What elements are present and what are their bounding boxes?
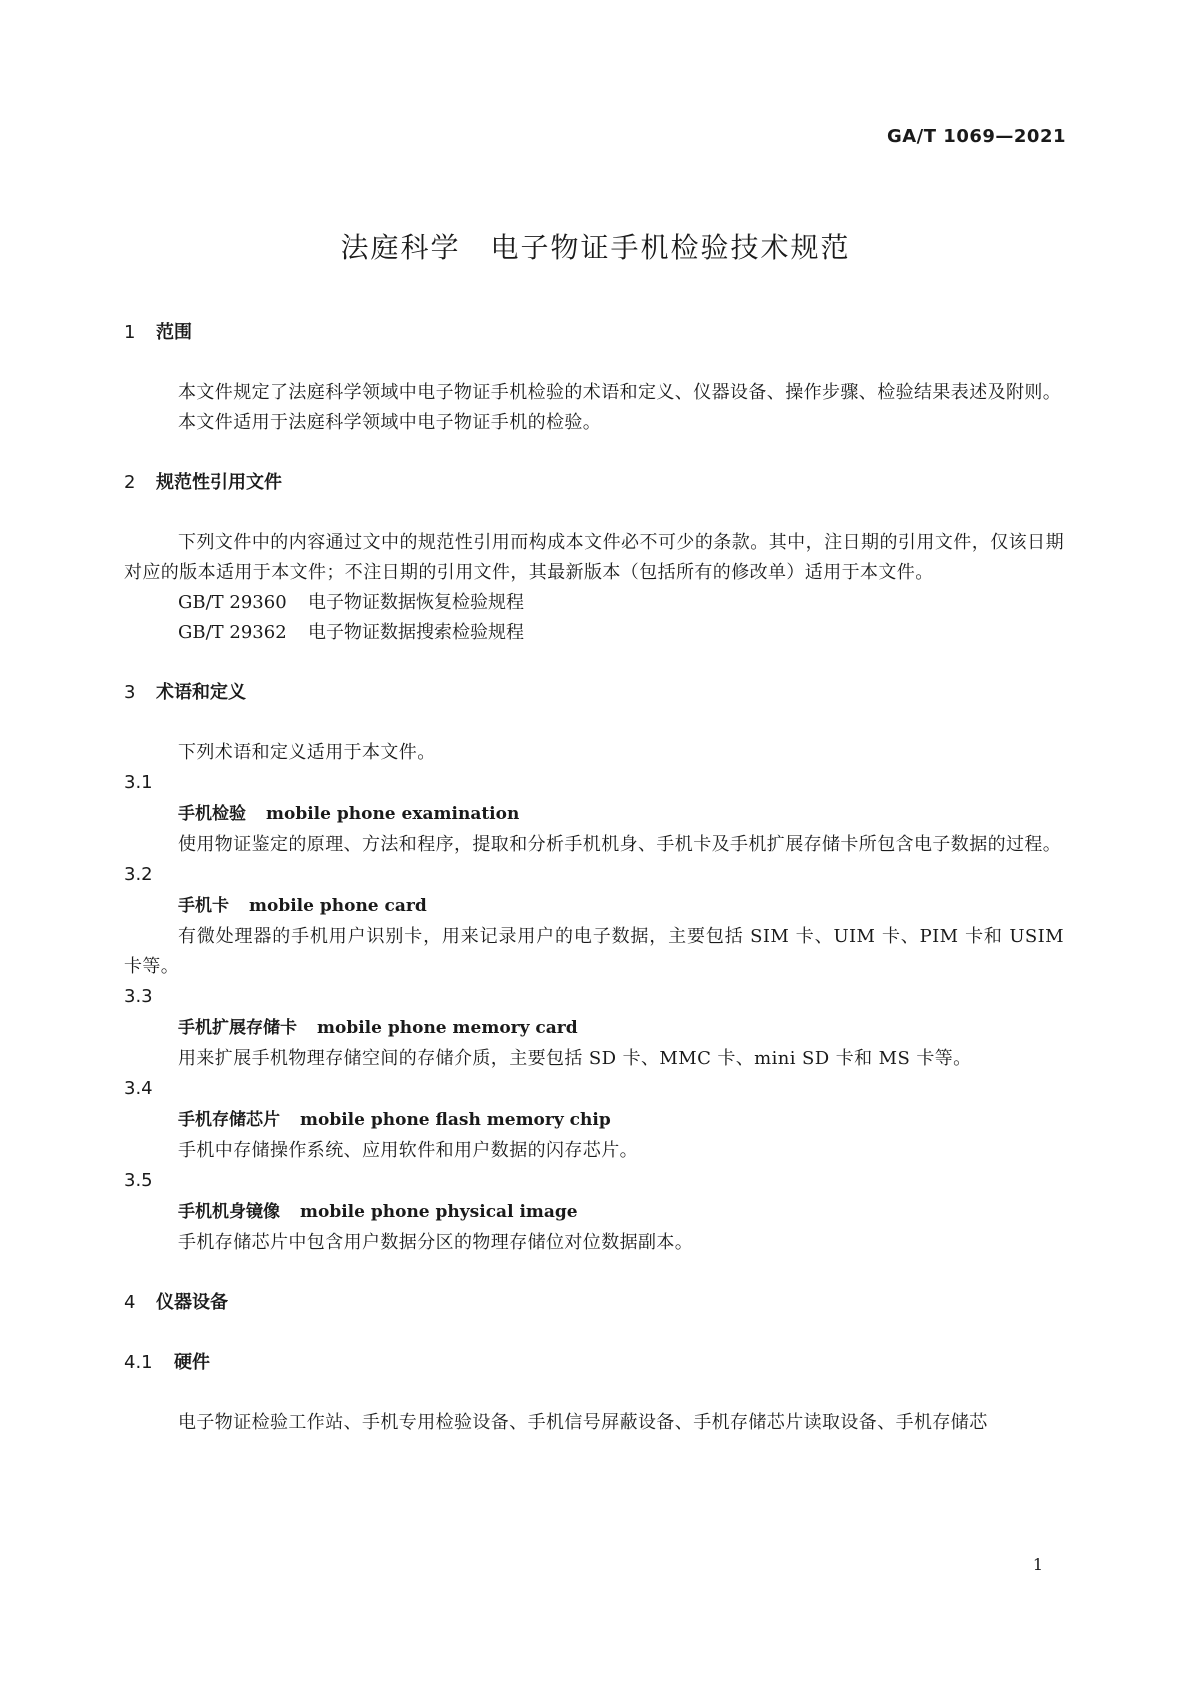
section-title: 术语和定义 (156, 682, 246, 703)
standard-code: GA/T 1069—2021 (886, 126, 1066, 147)
reference-code: GB/T 29360 (178, 592, 287, 613)
term-number: 3.5 (124, 1170, 153, 1191)
section-title: 规范性引用文件 (156, 472, 282, 493)
page-number: 1 (1032, 1555, 1043, 1574)
section-number: 2 (124, 472, 136, 493)
term-number: 3.1 (124, 772, 153, 793)
term-entry (124, 1166, 1064, 1258)
section-heading-terms (124, 678, 1064, 708)
term-number: 3.3 (124, 986, 153, 1007)
term-name-cn: 手机卡 (178, 896, 229, 916)
term-definition: 手机中存储操作系统、应用软件和用户数据的闪存芯片。 (178, 1140, 638, 1161)
document-title: 法庭科学 电子物证手机检验技术规范 (340, 231, 851, 264)
term-entry (124, 1074, 1064, 1166)
term-entry (124, 860, 1064, 982)
section-number: 3 (124, 682, 136, 703)
term-name-en: mobile phone flash memory chip (300, 1110, 611, 1130)
term-name-cn: 手机检验 (178, 804, 246, 824)
term-name-cn: 手机机身镜像 (178, 1202, 280, 1222)
term-name-en: mobile phone examination (266, 804, 520, 824)
term-number: 3.2 (124, 864, 153, 885)
term-entry (124, 982, 1064, 1074)
paragraph: 本文件适用于法庭科学领域中电子物证手机的检验。 (178, 412, 602, 433)
subsection-number: 4.1 (124, 1352, 153, 1373)
section-number: 1 (124, 322, 136, 343)
term-name (178, 1012, 1064, 1044)
subsection-heading-hardware (124, 1348, 1064, 1378)
term-entry (124, 768, 1064, 860)
term-definition: 用来扩展手机物理存储空间的存储介质，主要包括 SD 卡、MMC 卡、mini SD 卡和 MS 卡等。 (178, 1048, 972, 1069)
section-heading-scope (124, 318, 1064, 348)
reference-code: GB/T 29362 (178, 622, 287, 643)
reference-name: 电子物证数据搜索检验规程 (308, 622, 524, 643)
term-name-en: mobile phone card (249, 896, 427, 916)
section-title: 仪器设备 (156, 1292, 228, 1313)
section-heading-normative-references (124, 468, 1064, 498)
reference-item (178, 588, 1064, 618)
reference-name: 电子物证数据恢复检验规程 (308, 592, 524, 613)
term-name-cn: 手机存储芯片 (178, 1110, 280, 1130)
section-number: 4 (124, 1292, 136, 1313)
term-definition: 手机存储芯片中包含用户数据分区的物理存储位对位数据副本。 (178, 1232, 694, 1253)
paragraph: 下列术语和定义适用于本文件。 (178, 742, 436, 763)
term-name-en: mobile phone physical image (300, 1202, 578, 1222)
term-name (178, 890, 1064, 922)
term-name-cn: 手机扩展存储卡 (178, 1018, 297, 1038)
term-name-en: mobile phone memory card (317, 1018, 578, 1038)
section-title: 范围 (156, 322, 192, 343)
paragraph: 本文件规定了法庭科学领域中电子物证手机检验的术语和定义、仪器设备、操作步骤、检验结果表述及附则。 (178, 382, 1062, 403)
subsection-title: 硬件 (174, 1352, 210, 1373)
paragraph: 电子物证检验工作站、手机专用检验设备、手机信号屏蔽设备、手机存储芯片读取设备、手机存储芯 (178, 1412, 988, 1433)
term-name (178, 1196, 1064, 1228)
reference-item (178, 618, 1064, 648)
paragraph: 下列文件中的内容通过文中的规范性引用而构成本文件必不可少的条款。其中，注日期的引用文件，仅该日期对应的版本适用于本文件；不注日期的引用文件，其最新版本（包括所有的修改单）适用于本文件。 (124, 532, 1064, 583)
term-number: 3.4 (124, 1078, 153, 1099)
term-definition: 使用物证鉴定的原理、方法和程序，提取和分析手机机身、手机卡及手机扩展存储卡所包含电子数据的过程。 (178, 834, 1062, 855)
term-definition: 有微处理器的手机用户识别卡，用来记录用户的电子数据，主要包括 SIM 卡、UIM 卡、PIM 卡和 USIM 卡等。 (124, 926, 1064, 977)
section-heading-equipment (124, 1288, 1064, 1318)
term-name (178, 1104, 1064, 1136)
term-name (178, 798, 1064, 830)
document-body (124, 318, 1064, 1438)
